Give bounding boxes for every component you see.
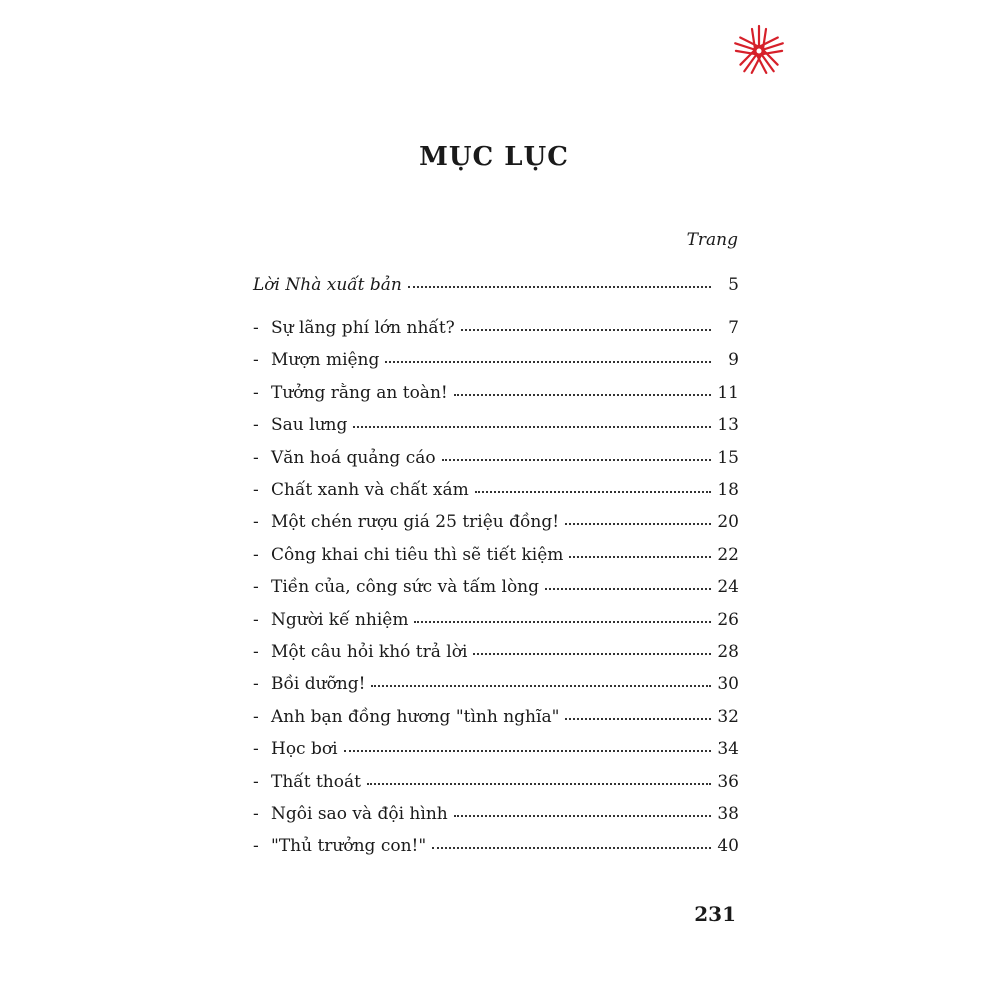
toc-entry[interactable] [253, 510, 739, 534]
toc-entry-dash: - [253, 318, 259, 338]
toc-entry-title: Sự lãng phí lớn nhất? [271, 318, 455, 338]
dot-leader [353, 422, 711, 428]
toc-entry-title: Lời Nhà xuất bản [253, 275, 402, 295]
toc-entry-page: 26 [717, 609, 739, 630]
toc-entry-title: Chất xanh và chất xám [271, 480, 469, 500]
toc-entry-page: 22 [717, 544, 739, 565]
toc-entry-dash: - [253, 577, 259, 598]
toc-entry-dash: - [253, 382, 259, 403]
toc-entry[interactable] [253, 802, 739, 826]
toc-entry-page: 24 [717, 577, 739, 598]
toc-entry-title: Tiền của, công sức và tấm lòng [271, 577, 540, 598]
toc-entry-dash: - [253, 350, 259, 371]
toc-entry[interactable] [253, 770, 739, 794]
toc-entry-page: 11 [717, 382, 739, 403]
toc-entry-dash: - [253, 739, 259, 760]
toc-entry-page: 38 [717, 804, 739, 824]
dot-leader [367, 779, 711, 785]
dot-leader [454, 811, 711, 817]
dot-leader [385, 357, 711, 363]
dot-leader [414, 617, 711, 623]
toc-entry-title: Anh bạn đồng hương "tình nghĩa" [271, 706, 560, 727]
dot-leader [454, 390, 711, 396]
toc-entry[interactable] [253, 705, 739, 729]
dot-leader [473, 649, 711, 655]
dot-leader [408, 282, 711, 288]
toc-entry-dash: - [253, 674, 259, 695]
toc-intro-entry[interactable] [253, 273, 739, 297]
page-column-label: Trang [686, 230, 738, 250]
dot-leader [442, 455, 711, 461]
toc-entry-page: 40 [717, 836, 739, 857]
toc-entry-page: 36 [717, 771, 739, 792]
toc-entry-page: 30 [717, 674, 739, 695]
toc-entry-page: 15 [717, 447, 739, 468]
toc-entry-title: Mượn miệng [271, 350, 380, 371]
toc-entry[interactable] [253, 608, 739, 632]
toc-entry-dash: - [253, 480, 259, 500]
dot-leader [432, 843, 711, 849]
toc-entry[interactable] [253, 381, 739, 405]
toc-entry-dash: - [253, 512, 259, 533]
dot-leader [565, 714, 711, 720]
toc-entry[interactable] [253, 834, 739, 858]
toc-entry-title: Bồi dưỡng! [271, 674, 366, 695]
toc-entry-page: 32 [717, 706, 739, 727]
toc-entry-title: Một câu hỏi khó trả lời [271, 642, 468, 662]
toc-entry[interactable] [253, 413, 739, 437]
toc-entry-title: Học bơi [271, 739, 338, 760]
toc-entry[interactable] [253, 348, 739, 372]
toc-entry-page: 7 [728, 318, 739, 338]
toc-entry-title: Văn hoá quảng cáo [271, 447, 436, 468]
toc-entry-page: 34 [717, 739, 739, 760]
toc-entry-page: 18 [717, 480, 739, 500]
toc-entry[interactable] [253, 316, 739, 340]
page-title: MỤC LỤC [419, 142, 569, 172]
toc-entry-page: 9 [728, 350, 739, 371]
dot-leader [344, 746, 711, 752]
toc-entry[interactable] [253, 478, 739, 502]
toc-entry[interactable] [253, 672, 739, 696]
toc-entry-title: Ngôi sao và đội hình [271, 804, 448, 824]
toc-entry-title: Thất thoát [271, 771, 361, 792]
toc-entry-dash: - [253, 447, 259, 468]
toc-entry-title: Người kế nhiệm [271, 609, 409, 630]
toc-entry-dash: - [253, 642, 259, 662]
toc-entry-dash: - [253, 804, 259, 824]
toc-entry-dash: - [253, 836, 259, 857]
toc-entry-dash: - [253, 544, 259, 565]
toc-entry-dash: - [253, 771, 259, 792]
toc-entry[interactable] [253, 446, 739, 470]
dot-leader [569, 552, 711, 558]
toc-entry-dash: - [253, 706, 259, 727]
toc-entry[interactable] [253, 575, 739, 599]
toc-entry-page: 5 [728, 275, 739, 295]
toc-entry-title: Sau lưng [271, 415, 348, 436]
toc-entry-dash: - [253, 415, 259, 436]
toc-entry[interactable] [253, 640, 739, 664]
dot-leader [565, 519, 711, 525]
toc-entry-page: 28 [717, 642, 739, 662]
toc-entry-title: Tưởng rằng an toàn! [271, 382, 448, 403]
toc-entry-dash: - [253, 609, 259, 630]
publisher-logo-icon [728, 22, 790, 80]
toc-entry-title: Một chén rượu giá 25 triệu đồng! [271, 512, 560, 533]
toc-entry-page: 20 [717, 512, 739, 533]
toc-entry-title: "Thủ trưởng con!" [271, 836, 427, 857]
toc-entry-title: Công khai chi tiêu thì sẽ tiết kiệm [271, 544, 564, 565]
dot-leader [545, 584, 711, 590]
dot-leader [475, 487, 711, 493]
toc-entry[interactable] [253, 543, 739, 567]
page-number: 231 [694, 902, 736, 926]
dot-leader [461, 325, 711, 331]
dot-leader [371, 681, 711, 687]
toc-entry-page: 13 [717, 415, 739, 436]
toc-entry[interactable] [253, 737, 739, 761]
